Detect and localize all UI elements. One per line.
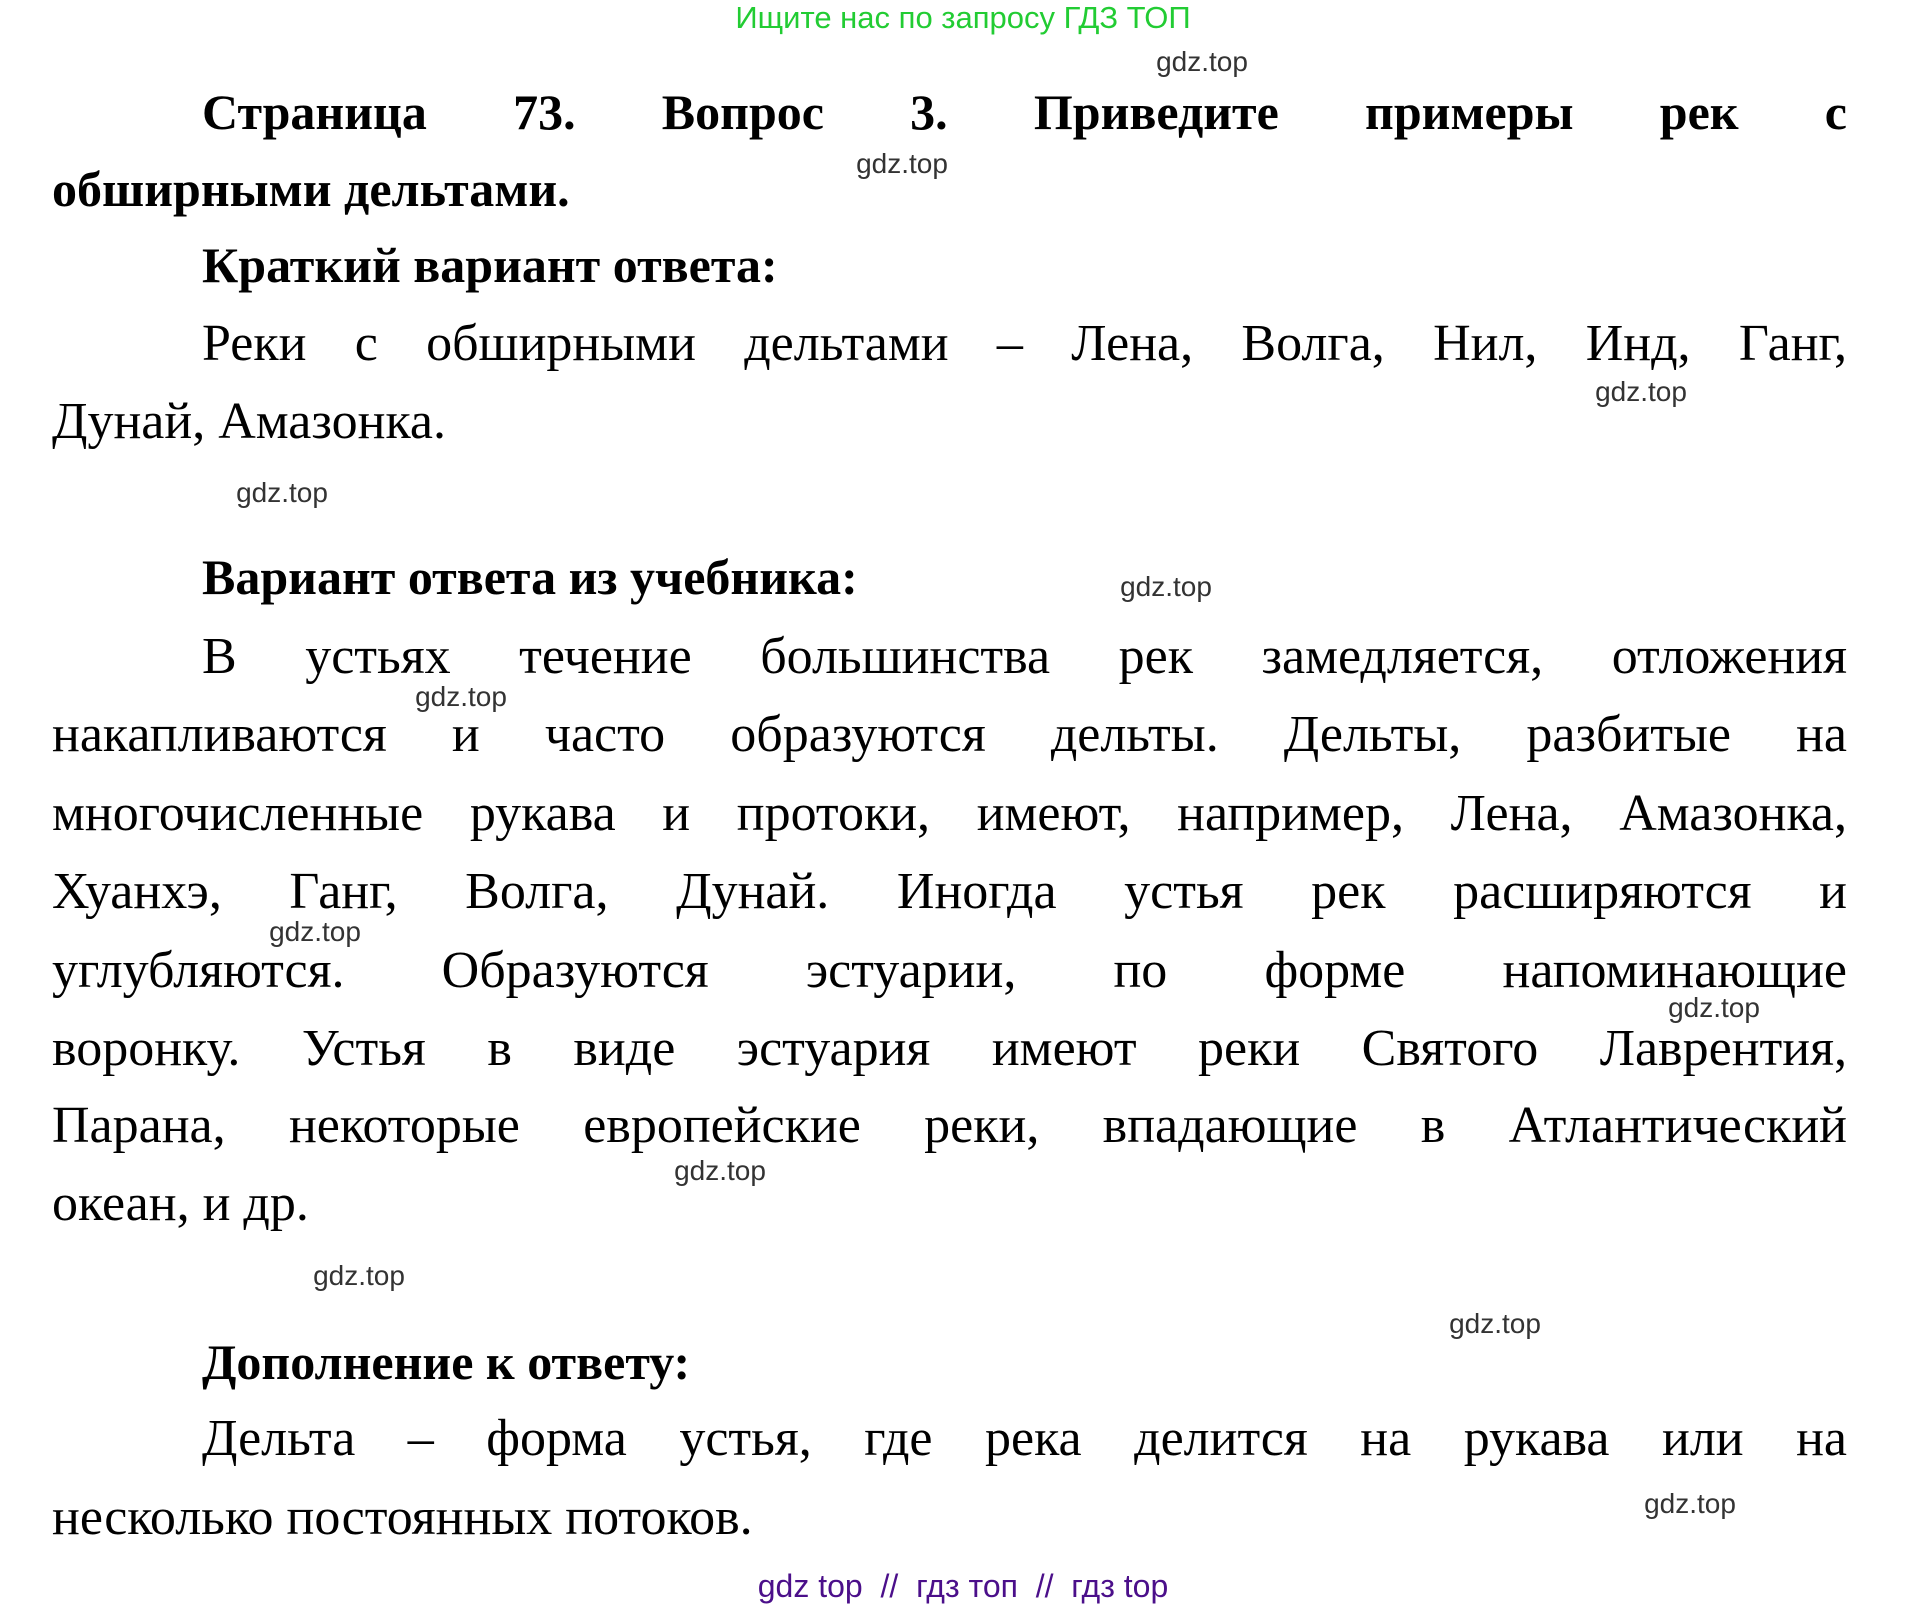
addition-heading: Дополнение к ответу: <box>202 1334 691 1390</box>
title-line-2: обширными дельтами. <box>52 161 570 217</box>
addition-line: несколько постоянных потоков. <box>52 1489 753 1546</box>
watermark: gdz.top <box>269 916 361 947</box>
textbook-answer-line: накапливаются и часто образуются дельты. Дельты, разбитые на <box>52 706 1847 763</box>
textbook-answer-line: В устьях течение большинства рек замедляется, отложения <box>202 628 1847 685</box>
textbook-answer-line: многочисленные рукава и протоки, имеют, например, Лена, Амазонка, <box>52 785 1847 842</box>
textbook-answer-line: углубляются. Образуются эстуарии, по форме напоминающие <box>52 942 1847 999</box>
watermark: gdz.top <box>236 477 328 508</box>
addition-line: Дельта – форма устья, где река делится на рукава или на <box>202 1410 1847 1467</box>
watermark: gdz.top <box>1644 1488 1736 1519</box>
short-answer-line: Дунай, Амазонка. <box>52 393 447 450</box>
textbook-answer-line: Хуанхэ, Ганг, Волга, Дунай. Иногда устья рек расширяются и <box>52 863 1847 920</box>
top-banner: Ищите нас по запросу ГДЗ ТОП <box>735 0 1191 35</box>
watermark: gdz.top <box>1449 1308 1541 1339</box>
watermark: gdz.top <box>1156 46 1248 77</box>
textbook-answer-line: воронку. Устья в виде эстуария имеют реки Святого Лаврентия, <box>52 1020 1847 1077</box>
textbook-answer-heading: Вариант ответа из учебника: <box>202 549 858 605</box>
watermark: gdz.top <box>415 681 507 712</box>
watermark: gdz.top <box>313 1260 405 1291</box>
watermark: gdz.top <box>856 148 948 179</box>
textbook-answer-line: Парана, некоторые европейские реки, впадающие в Атлантический <box>52 1097 1847 1154</box>
watermark: gdz.top <box>1595 376 1687 407</box>
short-answer-heading: Краткий вариант ответа: <box>202 237 778 293</box>
watermark: gdz.top <box>1120 571 1212 602</box>
footer-links: gdz top // гдз топ // гдз top <box>757 1568 1169 1604</box>
title-line-1: Страница 73. Вопрос 3. Приведите примеры рек с <box>202 84 1847 140</box>
watermark: gdz.top <box>674 1155 766 1186</box>
short-answer-line: Реки с обширными дельтами – Лена, Волга, Нил, Инд, Ганг, <box>202 315 1847 372</box>
textbook-answer-line: океан, и др. <box>52 1175 309 1232</box>
watermark: gdz.top <box>1668 992 1760 1023</box>
